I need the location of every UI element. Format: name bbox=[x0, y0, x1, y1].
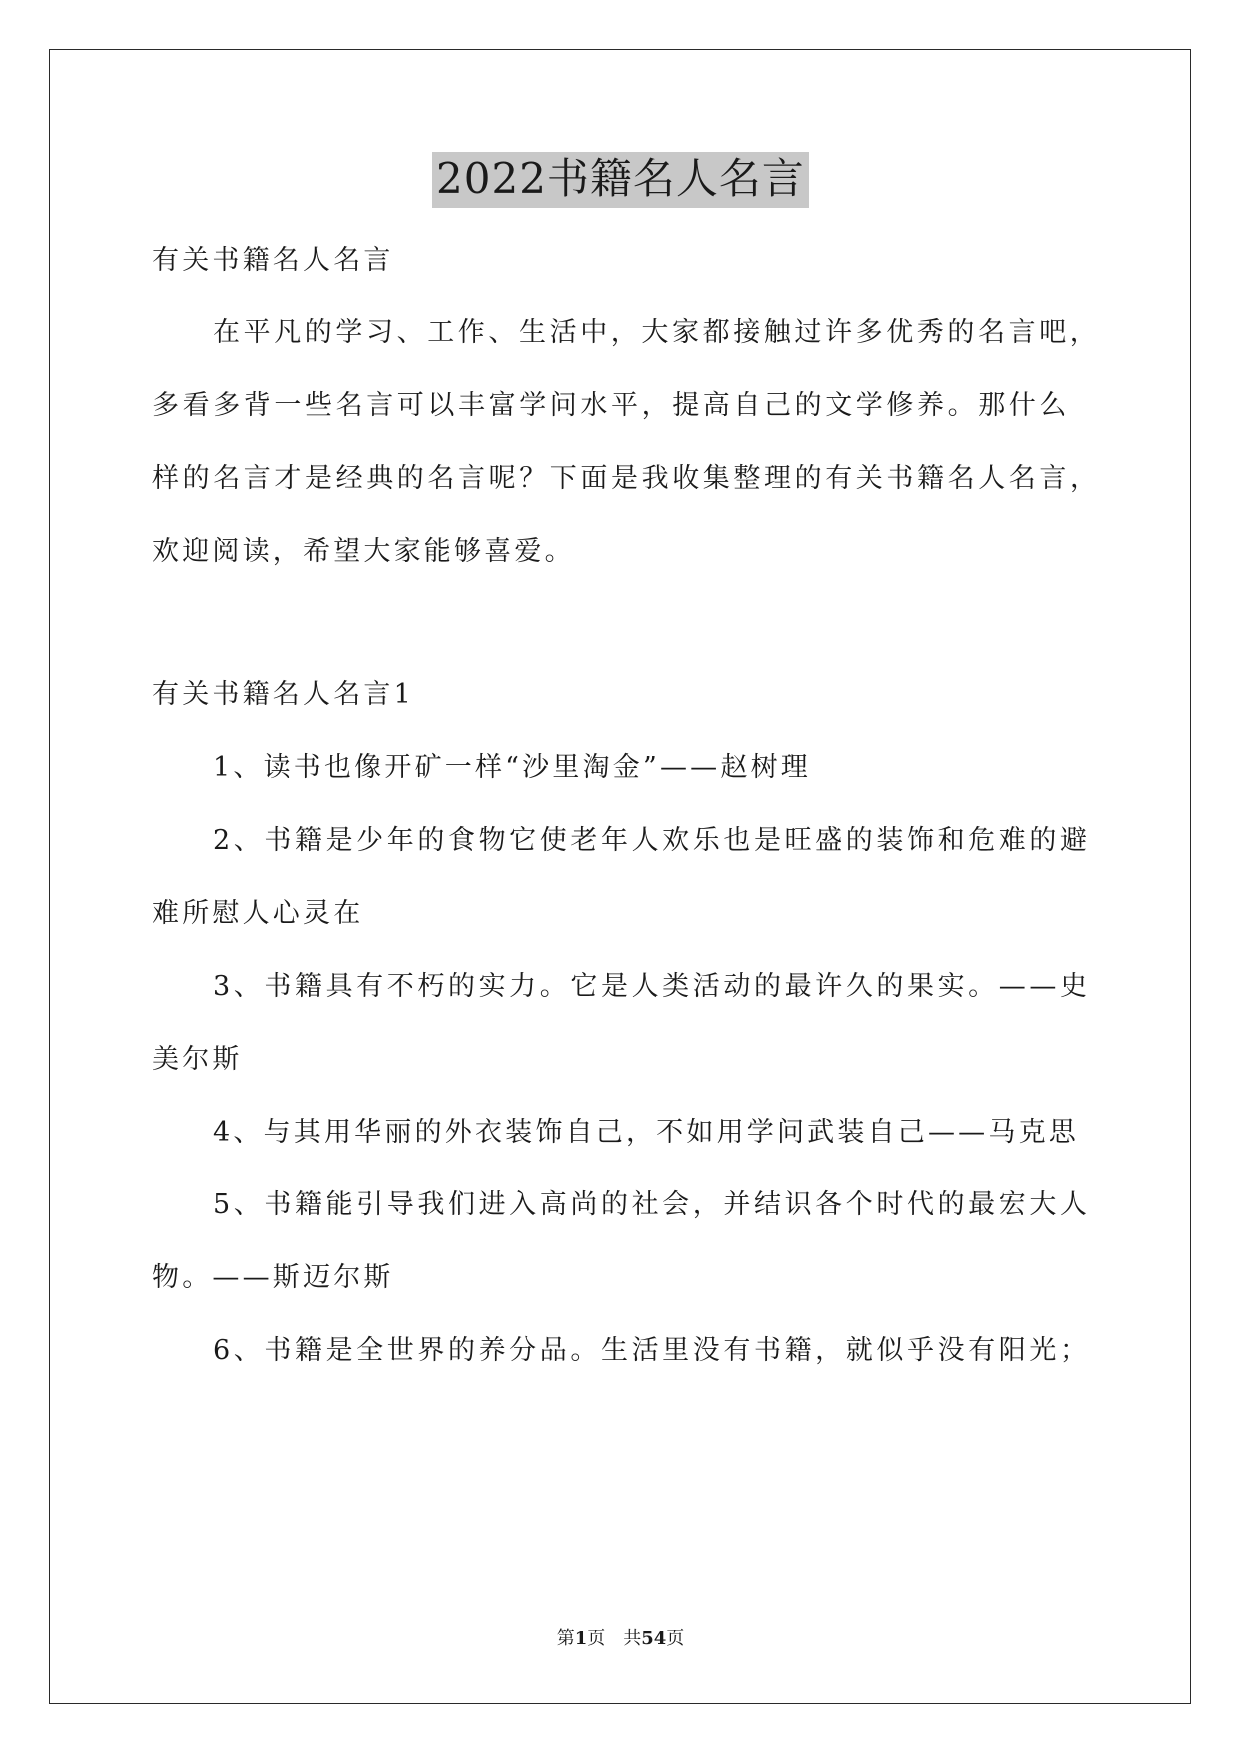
footer-page-mid: 页 共 bbox=[587, 1628, 642, 1649]
intro-line-3: 样的名言才是经典的名言呢？下面是我收集整理的有关书籍名人名言， bbox=[152, 463, 1101, 494]
quote-line-1: 1、读书也像开矿一样“沙里淘金”——赵树理 bbox=[213, 752, 811, 783]
document-title-text: 2022书籍名人名言 bbox=[432, 152, 809, 208]
intro-line-4: 欢迎阅读，希望大家能够喜爱。 bbox=[152, 536, 575, 567]
quote-line-3: 难所慰人心灵在 bbox=[152, 898, 364, 929]
quote-line-9: 6、书籍是全世界的养分品。生活里没有书籍，就似乎没有阳光； bbox=[213, 1335, 1091, 1366]
footer-page-total: 54 bbox=[641, 1628, 667, 1649]
intro-line-2: 多看多背一些名言可以丰富学问水平，提高自己的文学修养。那什么 bbox=[152, 390, 1070, 421]
footer-page-prefix: 第 bbox=[556, 1628, 575, 1649]
footer-page-current: 1 bbox=[574, 1628, 588, 1649]
document-title bbox=[0, 152, 1241, 208]
intro-line-1: 在平凡的学习、工作、生活中，大家都接触过许多优秀的名言吧， bbox=[213, 317, 1101, 348]
quote-line-5: 美尔斯 bbox=[152, 1044, 243, 1075]
quote-line-6: 4、与其用华丽的外衣装饰自己，不如用学问武装自己——马克思 bbox=[213, 1117, 1079, 1148]
section-heading: 有关书籍名人名言1 bbox=[152, 679, 414, 710]
quote-line-2: 2、书籍是少年的食物它使老年人欢乐也是旺盛的装饰和危难的避 bbox=[213, 825, 1091, 856]
page-footer bbox=[0, 1630, 1241, 1648]
quote-line-7: 5、书籍能引导我们进入高尚的社会，并结识各个时代的最宏大人 bbox=[213, 1189, 1091, 1220]
document-subtitle: 有关书籍名人名言 bbox=[152, 245, 394, 276]
quote-line-4: 3、书籍具有不朽的实力。它是人类活动的最许久的果实。——史 bbox=[213, 971, 1091, 1002]
footer-page-suffix: 页 bbox=[666, 1628, 685, 1649]
page-border bbox=[49, 49, 1191, 1704]
quote-line-8: 物。——斯迈尔斯 bbox=[152, 1262, 394, 1293]
